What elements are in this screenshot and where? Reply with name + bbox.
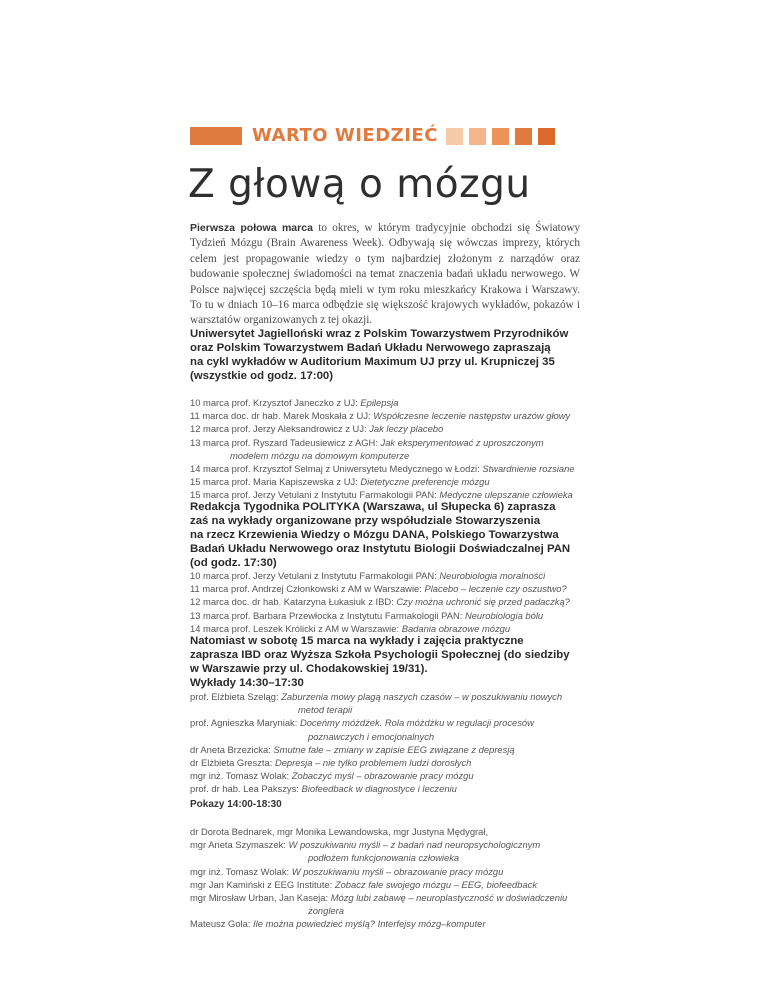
list-item (190, 422, 590, 435)
list-item-continuation: modelem mózgu na domowym komputerze (230, 449, 410, 461)
list-item (190, 891, 590, 904)
section3-lecture-list (190, 690, 590, 796)
speaker: 13 marca prof. Ryszard Tadeusiewicz z AGH: (190, 436, 381, 448)
heading-line: na cykl wykładów w Auditorium Maximum UJ przy ul. Krupniczej 35 (190, 356, 555, 368)
list-item (190, 462, 590, 475)
speaker: dr Elżbieta Greszta: (190, 757, 275, 769)
section1-heading (190, 327, 570, 383)
article-title: Z głową o mózgu (188, 162, 531, 207)
topic: Jak leczy placebo (369, 423, 444, 435)
list-item (190, 690, 590, 703)
list-item (190, 716, 590, 729)
topic: Mózg lubi zabawę – neuroplastyczność w doświadczeniu (330, 892, 568, 904)
banner-square (446, 128, 463, 145)
intro-paragraph (190, 221, 580, 329)
speaker: mgr Jan Kamiński z EEG Institute: (190, 878, 335, 890)
topic: Badania obrazowe mózgu (401, 622, 511, 634)
heading-line: zaprasza IBD oraz Wyższa Szkoła Psychologii Społecznej (do siedziby (190, 649, 570, 661)
speaker: 12 marca doc. dr hab. Katarzyna Łukasiuk z IBD: (190, 596, 397, 608)
list-item (190, 769, 590, 782)
heading-line: (od godz. 17:30) (190, 557, 277, 569)
topic: Depresja – nie tylko problemem ludzi dorosłych (274, 757, 472, 769)
shows-heading: Pokazy 14:00-18:30 (190, 799, 282, 810)
speaker: 11 marca prof. Andrzej Członkowski z AM w Warszawie: (190, 583, 425, 595)
speaker: 10 marca prof. Krzysztof Janeczko z UJ: (190, 397, 361, 408)
speaker: 12 marca prof. Jerzy Aleksandrowicz z UJ: (190, 423, 370, 435)
banner-bar (190, 127, 242, 145)
list-item (190, 782, 590, 795)
speaker: Mateusz Gola: (190, 918, 254, 930)
banner-label: WARTO WIEDZIEĆ (252, 125, 438, 146)
heading-line: w Warszawie przy ul. Chodakowskiej 19/31). (190, 663, 428, 675)
speaker: 14 marca prof. Leszek Królicki z AM w Warszawie: (190, 622, 402, 634)
heading-line: Wykłady 14:30–17:30 (190, 677, 304, 689)
list-item (190, 409, 590, 422)
speaker: 10 marca prof. Jerzy Vetulani z Instytutu Farmakologii PAN: (190, 570, 440, 581)
topic: Medyczne ulepszanie człowieka (439, 489, 573, 501)
list-item-continuation: poznawczych i emocjonalnych (308, 730, 435, 742)
topic: Doceńmy móżdżek. Rola móżdżku w regulacji procesów (299, 717, 534, 729)
topic: Współczesne leczenie następstw urazów głowy (373, 410, 571, 422)
list-item (190, 917, 590, 930)
list-item (190, 609, 590, 622)
topic: Stwardnienie rozsiane (482, 463, 575, 475)
topic: Zobaczyć myśl – obrazowanie pracy mózgu (291, 770, 474, 782)
speaker: mgr Aneta Szymaszek: (190, 839, 289, 851)
topic: W poszukiwaniu myśli – obrazowanie pracy mózgu (291, 865, 504, 877)
list-item-continuation: metod terapii (298, 704, 353, 716)
speaker: dr Dorota Bednarek, mgr Monika Lewandowska, mgr Justyna Mędygrał, (190, 826, 489, 837)
speaker: prof. dr hab. Lea Pakszys: (190, 783, 302, 795)
speaker: 15 marca prof. Jerzy Vetulani z Instytutu Farmakologii PAN: (190, 489, 440, 501)
speaker: prof. Agnieszka Maryniak: (190, 717, 300, 729)
list-item (190, 569, 590, 582)
list-item (190, 475, 590, 488)
heading-line: na rzecz Krzewienia Wiedzy o Mózgu DANA, Polskiego Towarzystwa (190, 529, 559, 541)
list-item-continuation: podłożem funkcjonowania człowieka (308, 852, 460, 864)
shows-list (190, 825, 590, 931)
heading-line: Uniwersytet Jagielloński wraz z Polskim Towarzystwem Przyrodników (190, 328, 569, 340)
topic: Ile można powiedzieć myślą? Interfejsy mózg–komputer (253, 918, 486, 930)
banner-square (515, 128, 532, 145)
speaker: 14 marca prof. Krzysztof Selmaj z Uniwersytetu Medycznego w Łodzi: (190, 463, 483, 475)
topic: Jak eksperymentować z uproszczonym (380, 436, 544, 448)
section1-lecture-list (190, 396, 590, 502)
speaker: 11 marca doc. dr hab. Marek Moskała z UJ: (190, 410, 374, 422)
speaker: 13 marca prof. Barbara Przewłocka z Instytutu Farmakologii PAN: (190, 609, 465, 621)
speaker: mgr Mirosław Urban, Jan Kaseja: (190, 892, 331, 904)
list-item (190, 838, 590, 851)
list-item (190, 865, 590, 878)
speaker: dr Aneta Brzezicka: (190, 743, 274, 755)
heading-line: Badań Układu Nerwowego oraz Instytutu Biologii Doświadczalnej PAN (190, 543, 571, 555)
topic: Dietetyczne preferencje mózgu (360, 476, 490, 488)
list-item (190, 396, 590, 409)
intro-lead: Pierwsza połowa marca (190, 222, 313, 234)
section2-heading (190, 500, 570, 570)
heading-line: Natomiast w sobotę 15 marca na wykłady i zajęcia praktyczne (190, 635, 524, 647)
topic: W poszukiwaniu myśli – z badań nad neuropsychologicznym (288, 839, 541, 851)
list-item (190, 756, 590, 769)
list-item (190, 825, 590, 838)
list-item (190, 743, 590, 756)
banner-square (492, 128, 509, 145)
topic: Zaburzenia mowy plagą naszych czasów – w poszukiwaniu nowych (281, 691, 563, 702)
section3-heading (190, 634, 570, 690)
list-item-continuation: żonglera (308, 905, 344, 917)
speaker: mgr inż. Tomasz Wolak: (190, 770, 292, 782)
list-item (190, 878, 590, 891)
heading-line: (wszystkie od godz. 17:00) (190, 370, 334, 382)
section-banner (190, 126, 555, 146)
topic: Zobacz fale swojego mózgu – EEG, biofeedback (334, 878, 538, 890)
intro-text: to okres, w którym tradycyjnie obchodzi się Światowy Tydzień Mózgu (Brain Awareness Week). Odbywają się wówczas imprezy, których celem jest propagowanie wiedzy o tym najbardziej złożonym z narządów oraz budowanie społecznej świadomości na temat znaczenia badań układu nerwowego. W Polsce najwięcej szczęścia będą mieli w tym roku mieszkańcy Krakowa i Warszawy. To tu w dniach 10–16 marca odbędzie się większość krajowych wykładów, pokazów i warsztatów organizowanych z tej okazji. (190, 222, 580, 327)
section2-lecture-list (190, 569, 590, 635)
topic: Epilepsja (360, 397, 399, 408)
topic: Placebo – leczenie czy oszustwo? (424, 583, 567, 595)
speaker: prof. Elżbieta Szeląg: (190, 691, 282, 702)
topic: Biofeedback w diagnostyce i leczeniu (301, 783, 457, 795)
heading-line: zaś na wykłady organizowane przy współudziale Stowarzyszenia (190, 515, 541, 527)
list-item (190, 436, 590, 449)
list-item (190, 582, 590, 595)
speaker: mgr inż. Tomasz Wolak: (190, 865, 292, 877)
banner-square (469, 128, 486, 145)
topic: Smutne fale – zmiany w zapisie EEG związane z depresją (273, 743, 515, 755)
topic: Neurobiologia bólu (464, 609, 544, 621)
heading-line: oraz Polskim Towarzystwem Badań Układu Nerwowego zapraszają (190, 342, 551, 354)
list-item (190, 595, 590, 608)
banner-square (538, 128, 555, 145)
speaker: 15 marca prof. Maria Kapiszewska z UJ: (190, 476, 361, 488)
heading-line: Redakcja Tygodnika POLITYKA (Warszawa, ul Słupecka 6) zaprasza (190, 501, 556, 513)
topic: Czy można uchronić się przed padaczką? (396, 596, 570, 608)
topic: Neurobiologia moralności (439, 570, 546, 581)
